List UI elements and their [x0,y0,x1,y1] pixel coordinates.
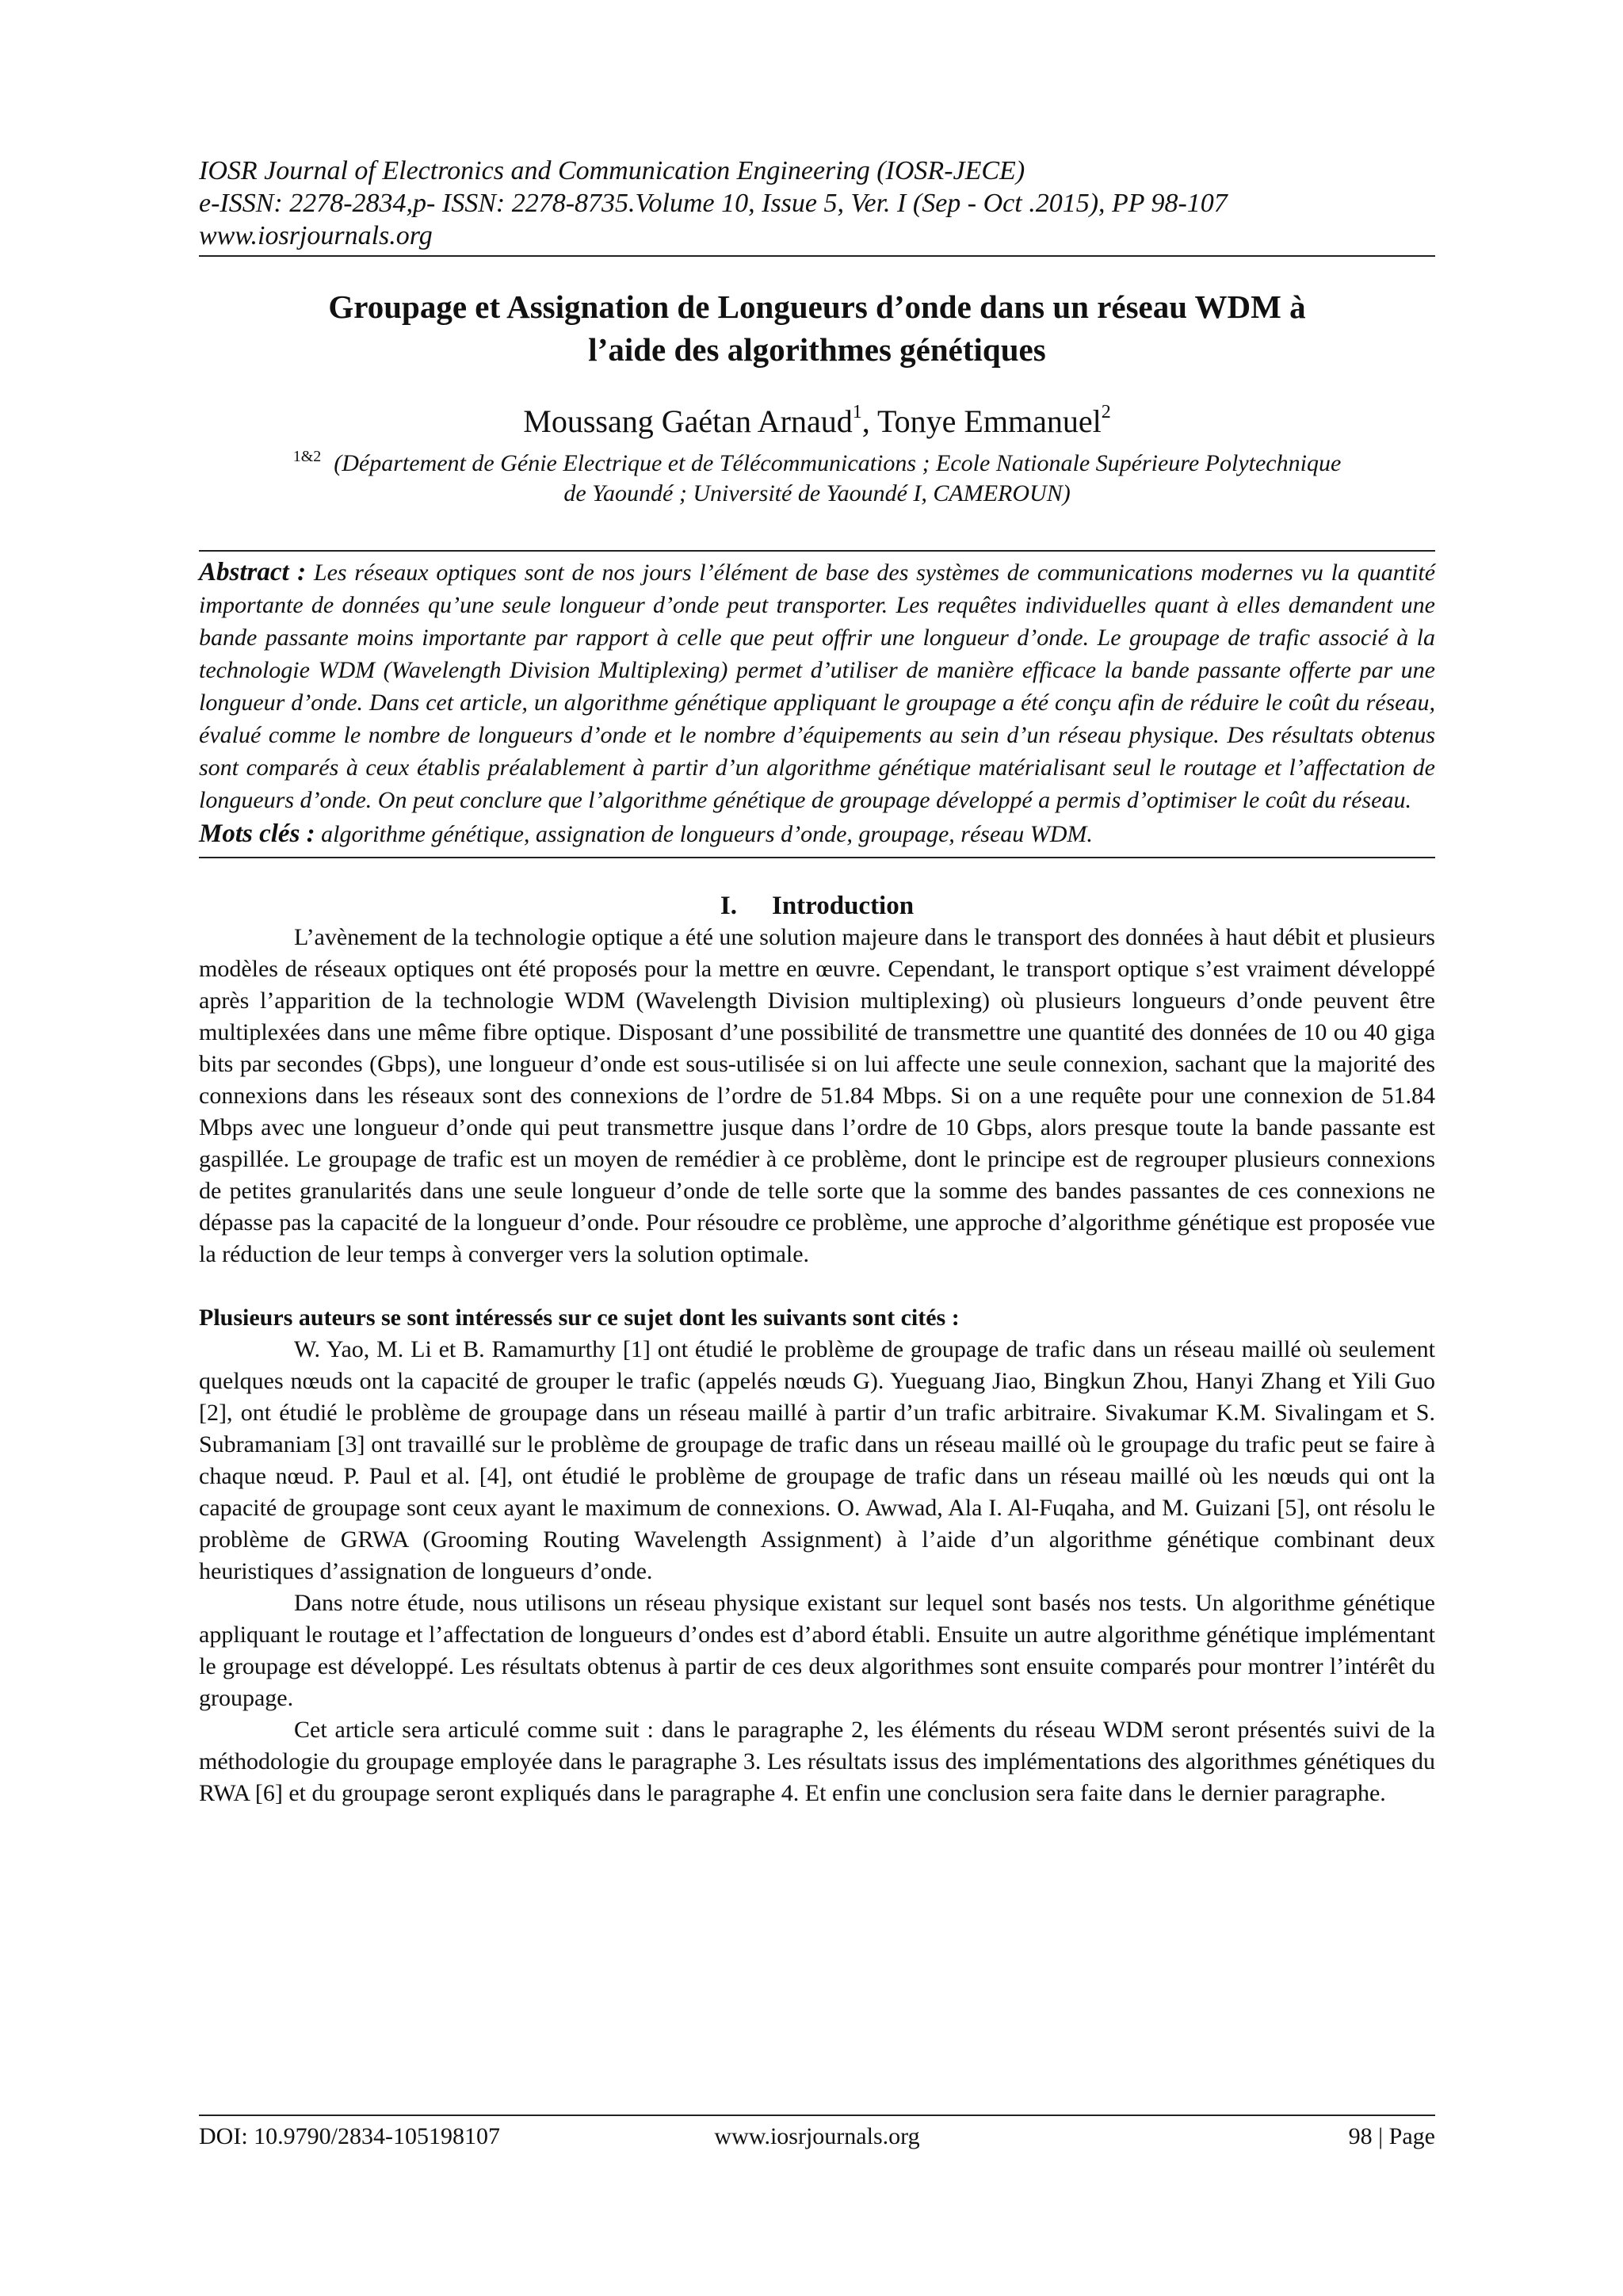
abstract [199,556,1435,816]
intro-paragraph-1: L’avènement de la technologie optique a été une solution majeure dans le transport des données à haut débit et plusieurs modèles de réseaux optiques ont été proposés pour la mettre en œuvre. Cependant, le transport optique s’est vraiment développé après l’apparition de la technologie WDM (Wavelength Division multiplexing) où plusieurs longueurs d’onde peuvent être multiplexées dans une même fibre optique. Disposant d’une possibilité de transmettre une quantité des données de 10 ou 40 giga bits par secondes (Gbps), une longueur d’onde est sous-utilisée si on lui affecte une seule connexion, sachant que la majorité des connexions dans les réseaux sont des connexions de l’ordre de 51.84 Mbps. Si on a une requête pour une connexion de 51.84 Mbps avec une longueur d’onde qui peut transmettre jusque dans l’ordre de 10 Gbps, alors presque toute la bande passante est gaspillée. Le groupage de trafic est un moyen de remédier à ce problème, dont le principe est de regrouper plusieurs connexions de petites granularités dans une seule longueur d’onde de telle sorte que la somme des bandes passantes de ces connexions ne dépasse pas la capacité de la longueur d’onde. Pour résoudre ce problème, une approche d’algorithme génétique est proposée vue la réduction de leur temps à converger vers la solution optimale. [199,924,1435,1267]
author-1: Moussang Gaétan Arnaud [523,403,853,439]
footer-page-number: 98 | Page [1348,2123,1435,2149]
footer-doi: DOI: 10.9790/2834-105198107 [199,2123,500,2149]
intro-paragraph-2: W. Yao, M. Li et B. Ramamurthy [1] ont étudié le problème de groupage de trafic dans un réseau maillé où seulement quelques nœuds ont la capacité de grouper le trafic (appelés nœuds G). Yueguang Jiao, Bingkun Zhou, Hanyi Zhang et Yili Guo [2], ont étudié le problème de groupage dans un réseau maillé à partir d’un trafic arbitraire. Sivakumar K.M. Sivalingam et S. Subramaniam [3] ont travaillé sur le problème de groupage de trafic dans un réseau maillé où le groupage du trafic peut se faire à chaque nœud. P. Paul et al. [4], ont étudié le problème de groupage de trafic dans un réseau maillé où les nœuds qui ont la capacité de groupage sont ceux ayant le maximum de connexions. O. Awwad, Ala I. Al-Fuqaha, and M. Guizani [5], ont résolu le problème de GRWA (Grooming Routing Wavelength Assignment) à l’aide d’un algorithme génétique combinant deux heuristiques d’assignation de longueurs d’onde. [199,1336,1435,1584]
header-rule [199,255,1435,257]
abstract-label: Abstract : [199,558,307,586]
intro-paragraph-3: Dans notre étude, nous utilisons un réseau physique existant sur lequel sont basés nos tests. Un algorithme génétique appliquant le routage et l’affectation de longueurs d’ondes est d’abord établi. Ensuite un autre algorithme génétique implémentant le groupage est développé. Les résultats obtenus à partir de ces deux algorithmes sont ensuite comparés pour montrer l’intérêt du groupage. [199,1590,1435,1711]
author-separator: , [861,403,878,439]
title-line-2: l’aide des algorithmes génétiques [588,331,1046,368]
section-heading-introduction [199,890,1435,922]
affiliation-marker: 1&2 [292,448,322,465]
affiliation [199,449,1435,509]
section-title: Introduction [771,892,915,920]
footer-website[interactable]: www.iosrjournals.org [714,2123,920,2149]
page-footer [199,2115,1435,2149]
paper-title [199,285,1435,371]
journal-header [199,155,1435,257]
title-line-1: Groupage et Assignation de Longueurs d’onde dans un réseau WDM à [328,288,1306,325]
keywords [199,818,1435,850]
keywords-label: Mots clés : [199,819,315,848]
keywords-text: algorithme génétique, assignation de longueurs d’onde, groupage, réseau WDM. [321,821,1093,847]
abstract-text: Les réseaux optiques sont de nos jours l’élément de base des systèmes de communications modernes vu la quantité importante de données qu’une seule longueur d’onde peut transporter. Les requêtes individuelles quant à elles demandent une bande passante moins importante par rapport à celle que peut offrir une longueur d’onde. Le groupage de trafic associé à la technologie WDM (Wavelength Division Multiplexing) permet d’utiliser de manière efficace la bande passante offerte par une longueur d’onde. Dans cet article, un algorithme génétique appliquant le groupage a été conçu afin de réduire le coût du réseau, évalué comme le nombre de longueurs d’onde et le nombre d’équipements au sein d’un réseau physique. Des résultats obtenus sont comparés à ceux établis préalablement à partir d’un algorithme génétique matérialisant seul le routage et l’affectation de longueurs d’onde. On peut conclure que l’algorithme génétique de groupage développé a permis d’optimiser le coût du réseau. [199,560,1436,813]
author-list [199,403,1435,441]
author-1-affil-mark: 1 [852,402,862,422]
intro-paragraph-4: Cet article sera articulé comme suit : dans le paragraphe 2, les éléments du réseau WDM seront présentés suivi de la méthodologie du groupage employée dans le paragraphe 3. Les résultats issus des implémentations des algorithmes génétiques du RWA [6] et du groupage seront expliqués dans le paragraphe 4. Et enfin une conclusion sera faite dans le dernier paragraphe. [199,1717,1435,1806]
paper-page [199,155,1435,1809]
affiliation-line-2: de Yaoundé ; Université de Yaoundé I, CAMEROUN) [563,480,1071,506]
section-number: I. [720,892,737,920]
affiliation-line-1: (Département de Génie Electrique et de Télécommunications ; Ecole Nationale Supérieure Polytechnique [334,450,1342,476]
author-2: Tonye Emmanuel [877,403,1102,439]
author-2-affil-mark: 2 [1101,402,1111,422]
abstract-box [199,550,1435,858]
journal-name: IOSR Journal of Electronics and Communication Engineering (IOSR-JECE) [199,156,1025,185]
journal-website[interactable]: www.iosrjournals.org [199,221,433,250]
related-work-subheading: Plusieurs auteurs se sont intéressés sur ce sujet dont les suivants sont cités : [199,1305,960,1331]
journal-issn: e-ISSN: 2278-2834,p- ISSN: 2278-8735.Volume 10, Issue 5, Ver. I (Sep - Oct .2015), PP 98-107 [199,189,1228,218]
